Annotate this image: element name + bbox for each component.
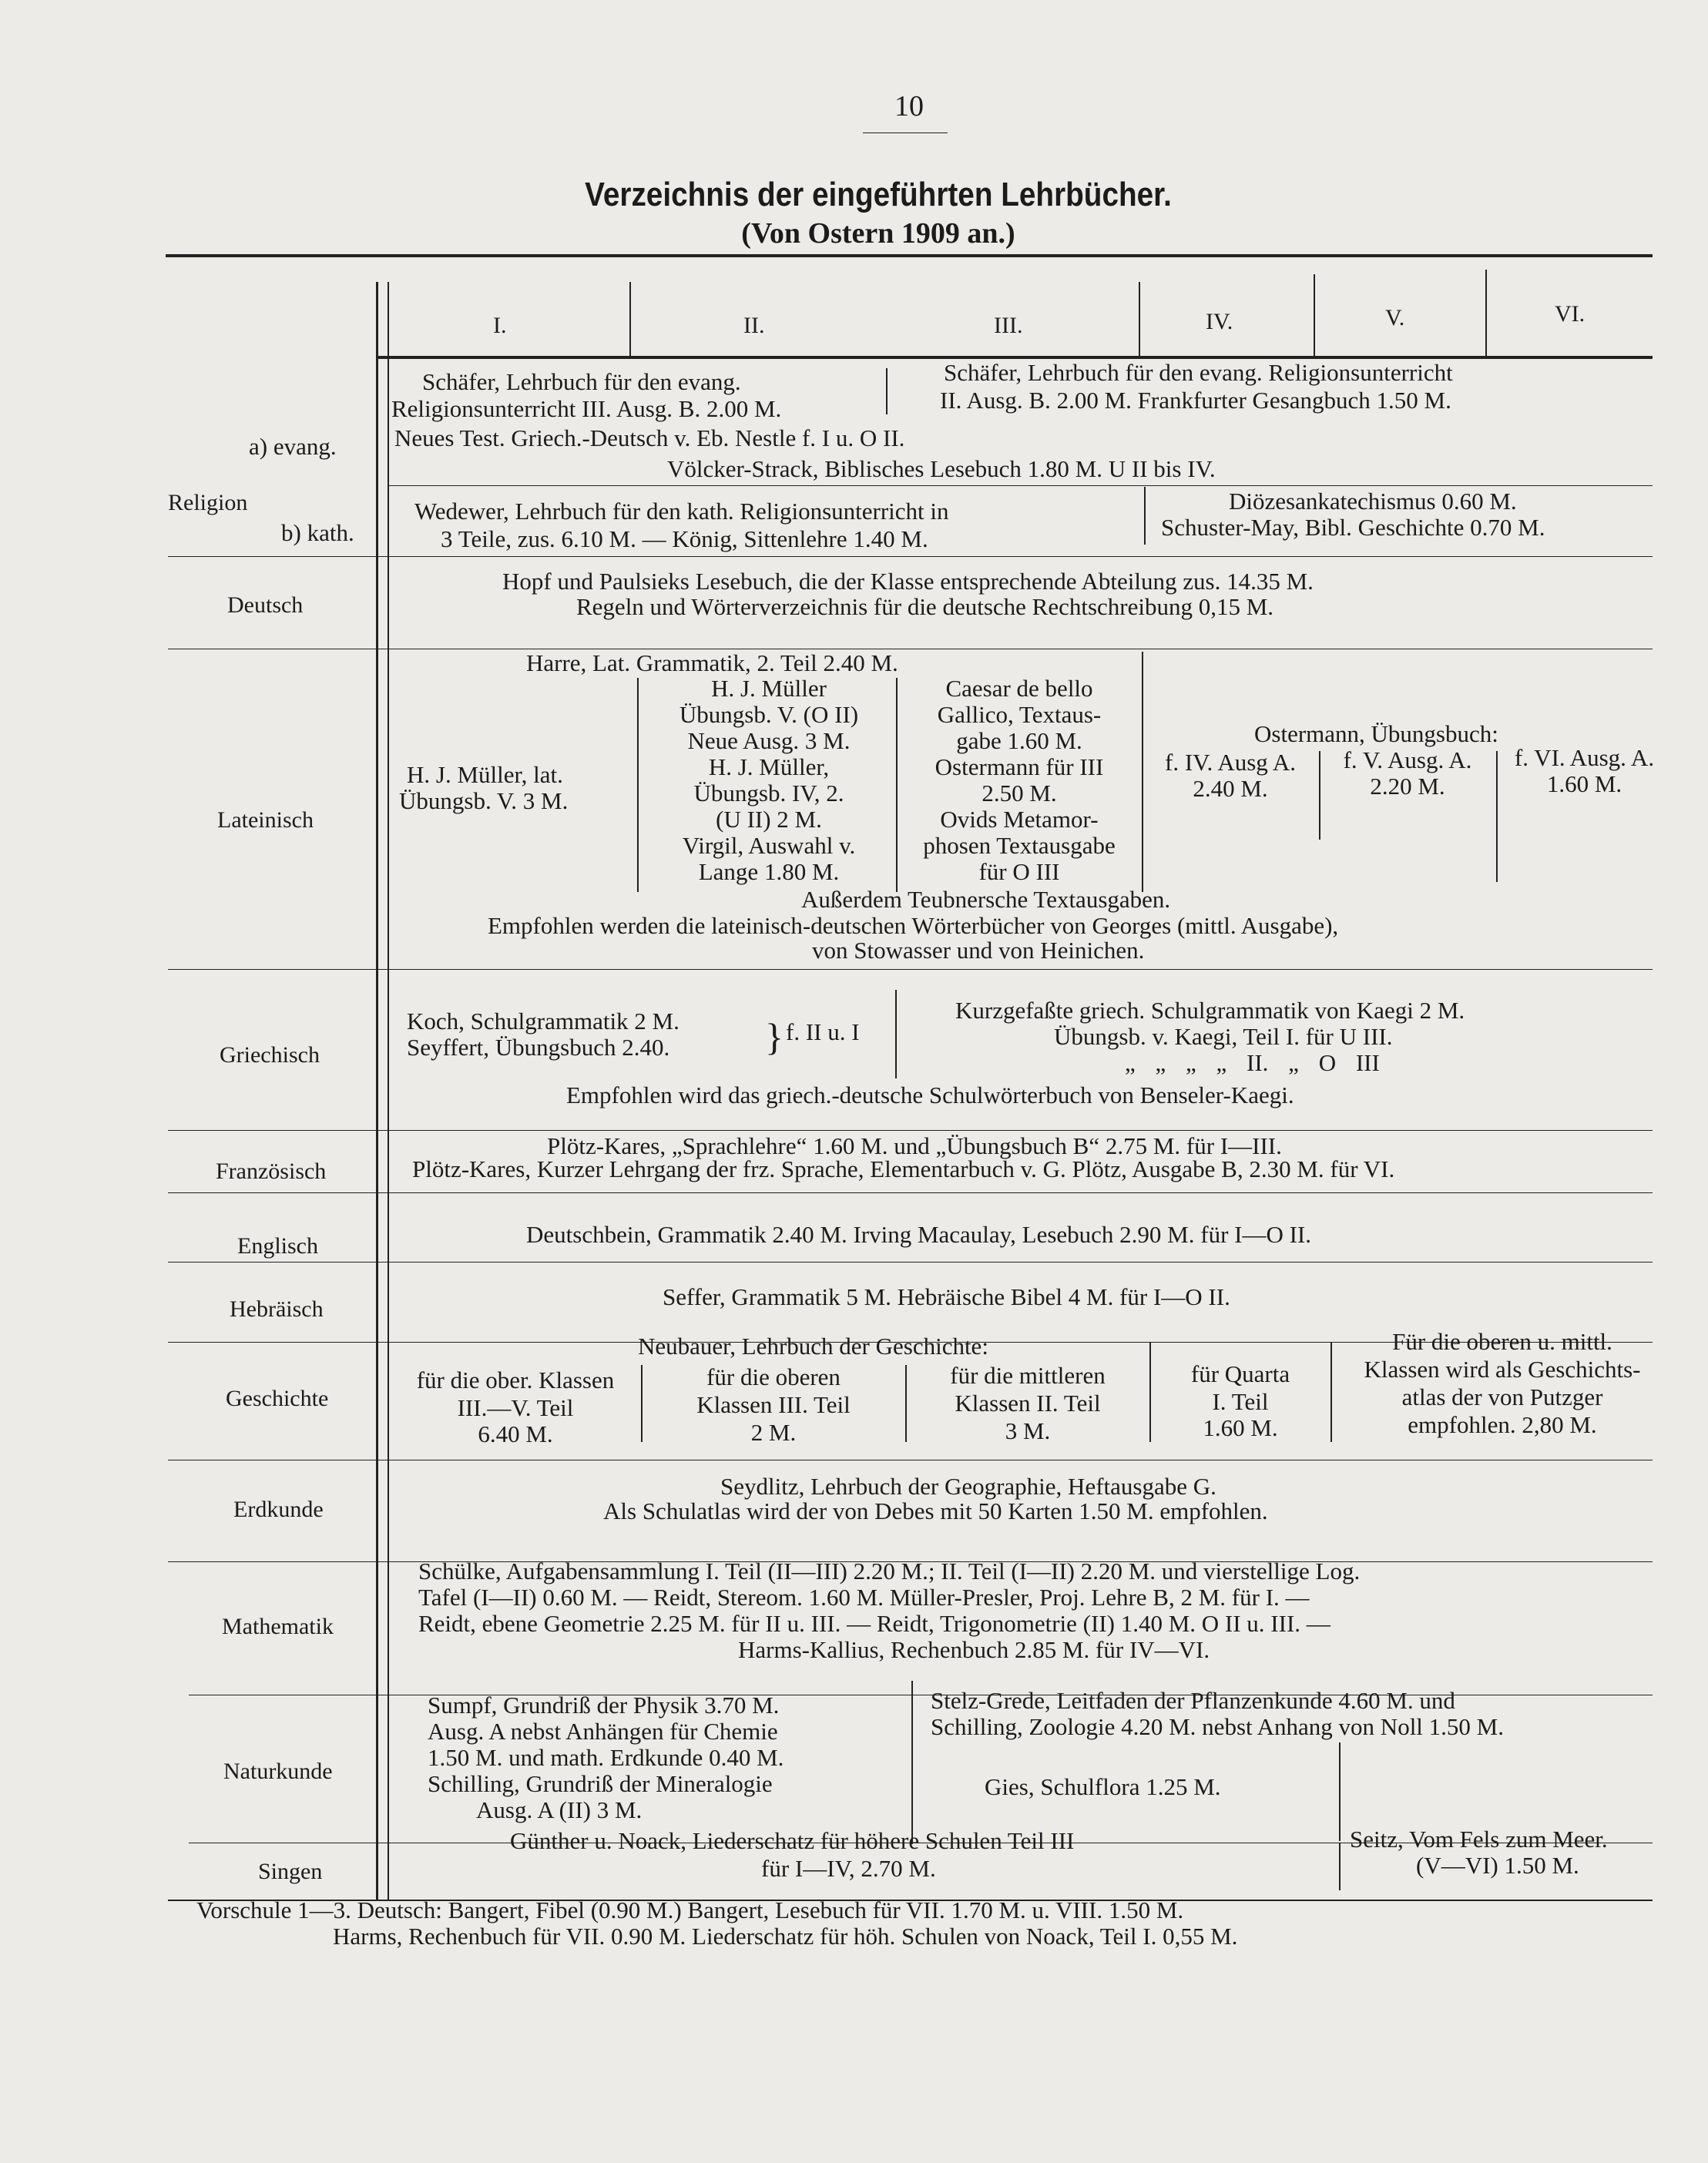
geschichte-col1-line-1: für die ober. Klassen — [416, 1367, 615, 1393]
table-top-rule — [166, 254, 1653, 257]
row-rule-religion — [168, 556, 1653, 557]
naturkunde-left-line-4: Schilling, Grundriß der Mineralogie — [428, 1770, 773, 1797]
page-subtitle: (Von Ostern 1909 an.) — [741, 217, 1015, 250]
latein-bottom-line-1: Außerdem Teubnersche Textausgaben. — [801, 886, 1171, 913]
subject-naturkunde: Naturkunde — [223, 1759, 333, 1784]
naturkunde-right-line-1: Stelz-Grede, Leitfaden der Pflanzenkunde 4.60 M. und — [931, 1687, 1455, 1714]
religion-evang-left-line-2: Religionsunterricht III. Ausg. B. 2.00 M. — [391, 395, 782, 422]
row-rule-latein — [168, 969, 1653, 970]
latein-col2-line-4: H. J. Müller, — [708, 753, 830, 780]
latein-col5-line-1: f. V. Ausg. A. — [1343, 746, 1472, 773]
geschichte-col2-line-2: Klassen III. Teil — [696, 1391, 851, 1418]
geschichte-col2-line-1: für die oberen — [706, 1363, 841, 1390]
latein-top: Harre, Lat. Grammatik, 2. Teil 2.40 M. — [526, 649, 898, 676]
subject-franzoesisch: Französisch — [216, 1159, 327, 1184]
religion-kath-left-line-1: Wedewer, Lehrbuch für den kath. Religionsunterricht in — [414, 498, 949, 525]
naturkunde-left-line-2: Ausg. A nebst Anhängen für Chemie — [428, 1718, 778, 1745]
latein-col3-line-8: für O III — [978, 858, 1060, 885]
latein-col1-line-2: Übungsb. V. 3 M. — [399, 787, 569, 814]
englisch-line: Deutschbein, Grammatik 2.40 M. Irving Macaulay, Lesebuch 2.90 M. für I—O II. — [526, 1221, 1312, 1248]
mathematik-line-2: Tafel (I—II) 0.60 M. — Reidt, Stereom. 1.60 M. Müller-Presler, Proj. Lehre B, 2 M. für I. — — [418, 1584, 1310, 1611]
geschichte-col5-line-2: Klassen wird als Geschichts- — [1364, 1356, 1641, 1383]
row-rule-englisch — [168, 1262, 1653, 1263]
geschichte-col4-line-2: I. Teil — [1212, 1388, 1269, 1415]
latein-col2-line-3: Neue Ausg. 3 M. — [687, 727, 851, 754]
vorschule-line-1: Vorschule 1—3. Deutsch: Bangert, Fibel (0.90 M.) Bangert, Lesebuch für VII. 1.70 M. u. VIII. 1.50 M. — [196, 1896, 1184, 1923]
naturkunde-right-line-2: Schilling, Zoologie 4.20 M. nebst Anhang von Noll 1.50 M. — [931, 1713, 1504, 1740]
naturkunde-left-line-5: Ausg. A (II) 3 M. — [476, 1796, 643, 1823]
latein-ostermann: Ostermann, Übungsbuch: — [1254, 720, 1498, 747]
col-rule-1 — [629, 282, 631, 356]
griechisch-brace: } — [765, 1015, 784, 1058]
griechisch-right-line-1: Kurzgefaßte griech. Schulgrammatik von Kaegi 2 M. — [955, 997, 1465, 1024]
singen-right-line-1: Seitz, Vom Fels zum Meer. — [1350, 1826, 1608, 1853]
row-rule-franzoesisch — [168, 1192, 1653, 1193]
singen-left-line-1: Günther u. Noack, Liederschatz für höhere Schulen Teil III — [510, 1827, 1075, 1854]
latein-col3-line-2: Gallico, Textaus- — [937, 701, 1102, 728]
griechisch-right-line-2: Übungsb. v. Kaegi, Teil I. für U III. — [1054, 1023, 1393, 1050]
singen-right-line-2: (V—VI) 1.50 M. — [1416, 1852, 1579, 1879]
geschichte-col1-line-3: 6.40 M. — [478, 1420, 553, 1447]
column-header-I: I. — [493, 313, 507, 338]
latein-col3-line-7: phosen Textausgabe — [923, 832, 1116, 859]
religion-evang-label: a) evang. — [249, 433, 337, 460]
geschichte-col3-line-2: Klassen II. Teil — [955, 1390, 1101, 1417]
latein-col3-line-5: 2.50 M. — [982, 780, 1057, 807]
latein-col4-line-1: f. IV. Ausg A. — [1165, 749, 1296, 776]
griechisch-left-line-2: Seyffert, Übungsbuch 2.40. — [407, 1034, 670, 1061]
col-rule-3 — [1314, 274, 1315, 356]
latein-rule-a — [637, 678, 639, 892]
religion-kath-right-line-2: Schuster-May, Bibl. Geschichte 0.70 M. — [1161, 514, 1545, 541]
griechisch-bottom: Empfohlen wird das griech.-deutsche Schulwörterbuch von Benseler-Kaegi. — [566, 1082, 1294, 1108]
religion-kath-label: b) kath. — [281, 519, 354, 546]
subject-singen: Singen — [258, 1859, 323, 1884]
column-header-III: III. — [994, 313, 1023, 338]
religion-evang-left-line-1: Schäfer, Lehrbuch für den evang. — [422, 368, 741, 395]
geschichte-col4-line-1: für Quarta — [1190, 1360, 1290, 1387]
naturkunde-left-line-1: Sumpf, Grundriß der Physik 3.70 M. — [428, 1692, 780, 1719]
row-rule-griechisch — [168, 1130, 1653, 1131]
latein-col6-line-2: 1.60 M. — [1546, 770, 1622, 797]
religion-evang-nt: Neues Test. Griech.-Deutsch v. Eb. Nestle f. I u. O II. — [394, 424, 905, 451]
latein-rule-b — [896, 678, 898, 892]
latein-col4-line-2: 2.40 M. — [1193, 775, 1268, 802]
latein-bottom-line-3: von Stowasser und von Heinichen. — [812, 937, 1145, 964]
subject-deutsch: Deutsch — [227, 592, 304, 618]
geschichte-rule-d — [1330, 1342, 1332, 1442]
col-rule-4 — [1485, 270, 1487, 356]
page-title: Verzeichnis der eingeführten Lehrbücher. — [585, 176, 1172, 213]
latein-col3-line-6: Ovids Metamor- — [940, 806, 1099, 833]
subject-englisch: Englisch — [237, 1233, 318, 1259]
latein-col2-line-5: Übungsb. IV, 2. — [693, 780, 844, 807]
subject-column-rule — [376, 282, 378, 1900]
naturkunde-left-line-3: 1.50 M. und math. Erdkunde 0.40 M. — [428, 1744, 784, 1771]
subject-lateinisch: Lateinisch — [217, 807, 314, 833]
religion-kath-left-line-2: 3 Teile, zus. 6.10 M. — König, Sittenlehre 1.40 M. — [441, 525, 928, 552]
griechisch-right-line-3: „ „ „ „ II. „ O III — [1125, 1049, 1380, 1076]
religion-kath-right-line-1: Diözesankatechismus 0.60 M. — [1229, 488, 1517, 515]
geschichte-col4-line-3: 1.60 M. — [1203, 1414, 1278, 1441]
subject-griechisch: Griechisch — [220, 1042, 320, 1068]
mathematik-line-3: Reidt, ebene Geometrie 2.25 M. für II u. III. — Reidt, Trigonometrie (II) 1.40 M. O II u. III. — — [418, 1610, 1330, 1637]
religion-split-rule — [389, 485, 1653, 486]
religion-evang-right-line-2: II. Ausg. B. 2.00 M. Frankfurter Gesangbuch 1.50 M. — [940, 387, 1451, 414]
subject-geschichte: Geschichte — [226, 1386, 329, 1411]
mathematik-line-4: Harms-Kallius, Rechenbuch 2.85 M. für IV—VI. — [738, 1636, 1210, 1663]
religion-evang-right-line-1: Schäfer, Lehrbuch für den evang. Religionsunterricht — [944, 359, 1453, 386]
naturkunde-right-bottom: Gies, Schulflora 1.25 M. — [985, 1773, 1221, 1800]
geschichte-col3-line-3: 3 M. — [1005, 1417, 1051, 1444]
vorschule-line-2: Harms, Rechenbuch für VII. 0.90 M. Liederschatz für höh. Schulen von Noack, Teil I. 0,55 M. — [333, 1923, 1238, 1950]
page-number-rule — [863, 132, 948, 133]
latein-bottom-line-2: Empfohlen werden die lateinisch-deutschen Wörterbücher von Georges (mittl. Ausgabe), — [488, 912, 1339, 939]
subject-erdkunde: Erdkunde — [233, 1497, 324, 1522]
geschichte-header: Neubauer, Lehrbuch der Geschichte: — [638, 1333, 988, 1360]
page-number: 10 — [894, 90, 924, 122]
griechisch-left-line-1: Koch, Schulgrammatik 2 M. — [407, 1008, 680, 1035]
geschichte-rule-b — [905, 1365, 907, 1442]
latein-col2-line-2: Übungsb. V. (O II) — [679, 701, 859, 728]
franzoesisch-line-1: Plötz-Kares, „Sprachlehre“ 1.60 M. und „Übungsbuch B“ 2.75 M. für I—III. — [547, 1132, 1282, 1159]
religion-evang-bible: Völcker-Strack, Biblisches Lesebuch 1.80 M. U II bis IV. — [667, 455, 1216, 482]
column-header-VI: VI. — [1555, 301, 1586, 327]
latein-col2-line-6: (U II) 2 M. — [716, 806, 822, 833]
latein-col2-line-8: Lange 1.80 M. — [698, 858, 840, 885]
geschichte-rule-a — [641, 1365, 643, 1442]
singen-split — [1339, 1843, 1341, 1890]
erdkunde-line-1: Seydlitz, Lehrbuch der Geographie, Heftausgabe G. — [720, 1473, 1216, 1500]
geschichte-col1-line-2: III.—V. Teil — [457, 1394, 574, 1421]
religion-kath-split — [1144, 487, 1146, 545]
griechisch-split — [895, 990, 897, 1078]
naturkunde-split-right — [1339, 1742, 1341, 1841]
latein-col2-line-7: Virgil, Auswahl v. — [682, 832, 856, 859]
col-rule-2 — [1139, 282, 1140, 356]
geschichte-rule-c — [1149, 1342, 1151, 1442]
latein-col1-line-1: H. J. Müller, lat. — [407, 761, 563, 788]
latein-col3-line-1: Caesar de bello — [945, 675, 1093, 702]
naturkunde-split — [911, 1681, 913, 1844]
column-header-V: V. — [1385, 305, 1405, 330]
geschichte-col5-line-4: empfohlen. 2,80 M. — [1408, 1411, 1597, 1438]
geschichte-col5-line-1: Für die oberen u. mittl. — [1392, 1328, 1612, 1355]
subject-column-rule-inner — [388, 282, 389, 1900]
mathematik-line-1: Schülke, Aufgabensammlung I. Teil (II—III) 2.20 M.; II. Teil (I—II) 2.20 M. und vierstellige Log. — [418, 1558, 1361, 1585]
latein-col3-line-4: Ostermann für III — [935, 753, 1104, 780]
geschichte-col2-line-3: 2 M. — [750, 1419, 797, 1446]
column-header-IV: IV. — [1206, 309, 1233, 334]
latein-col5-line-2: 2.20 M. — [1370, 773, 1445, 800]
religion-evang-split — [886, 368, 888, 414]
latein-col3-line-3: gabe 1.60 M. — [956, 727, 1082, 754]
deutsch-line-1: Hopf und Paulsieks Lesebuch, die der Klasse entsprechende Abteilung zus. 14.35 M. — [502, 568, 1314, 595]
griechisch-left-class: f. II u. I — [786, 1018, 860, 1045]
franzoesisch-line-2: Plötz-Kares, Kurzer Lehrgang der frz. Sprache, Elementarbuch v. G. Plötz, Ausgabe B, 2.30 M. für VI. — [412, 1155, 1395, 1182]
geschichte-col3-line-1: für die mittleren — [950, 1362, 1106, 1389]
subject-religion: Religion — [168, 490, 248, 515]
subject-mathematik: Mathematik — [222, 1614, 334, 1639]
geschichte-col5-line-3: atlas der von Putzger — [1401, 1383, 1603, 1410]
subject-hebraeisch: Hebräisch — [230, 1296, 324, 1322]
latein-col2-line-1: H. J. Müller — [711, 675, 827, 702]
latein-col6-line-1: f. VI. Ausg. A. — [1514, 744, 1655, 771]
erdkunde-line-2: Als Schulatlas wird der von Debes mit 50 Karten 1.50 M. empfohlen. — [603, 1497, 1268, 1524]
singen-left-line-2: für I—IV, 2.70 M. — [761, 1855, 936, 1882]
hebraeisch-line: Seffer, Grammatik 5 M. Hebräische Bibel 4 M. für I—O II. — [663, 1283, 1230, 1310]
column-header-II: II. — [743, 313, 765, 338]
deutsch-line-2: Regeln und Wörterverzeichnis für die deutsche Rechtschreibung 0,15 M. — [576, 593, 1274, 620]
